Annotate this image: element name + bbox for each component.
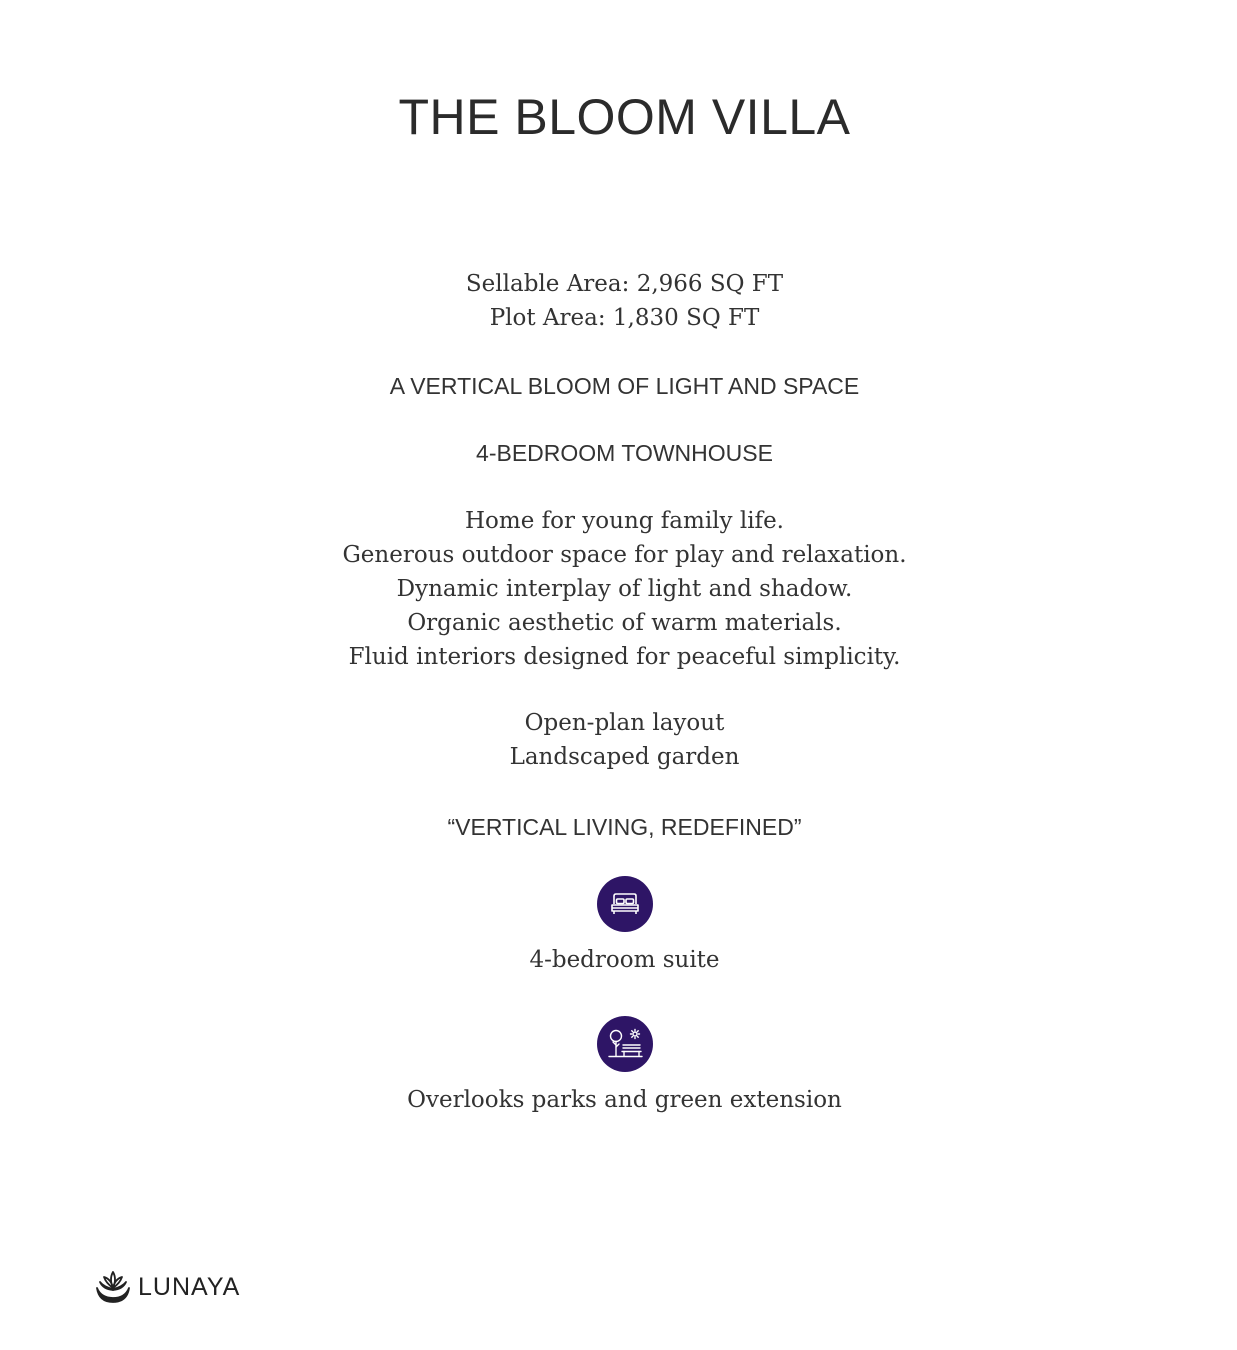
park-bench-icon [597,1016,653,1072]
brand-name: LUNAYA [138,1272,241,1301]
description-line: Home for young family life. [464,508,784,534]
feature-list [0,706,1237,774]
area-details [0,267,1237,335]
bedroom-suite-label: 4-bedroom suite [529,947,720,973]
feature-item: Landscaped garden [509,744,740,770]
quote: “VERTICAL LIVING, REDEFINED” [447,814,802,840]
description-line: Dynamic interplay of light and shadow. [396,576,853,602]
sellable-area: Sellable Area: 2,966 SQ FT [465,271,784,297]
brand-logo [94,1268,240,1306]
feature-item: Open-plan layout [524,710,725,736]
page-title: THE BLOOM VILLA [398,89,851,145]
bed-icon [597,876,653,932]
plot-area: Plot Area: 1,830 SQ FT [489,305,760,331]
unit-type: 4-BEDROOM TOWNHOUSE [476,440,773,466]
tagline: A VERTICAL BLOOM OF LIGHT AND SPACE [389,373,860,399]
description [0,504,1237,674]
description-line: Fluid interiors designed for peaceful simplicity. [348,644,901,670]
description-line: Generous outdoor space for play and relaxation. [342,542,907,568]
park-view-label: Overlooks parks and green extension [407,1087,842,1113]
lotus-logo-icon [94,1268,132,1306]
description-line: Organic aesthetic of warm materials. [407,610,842,636]
